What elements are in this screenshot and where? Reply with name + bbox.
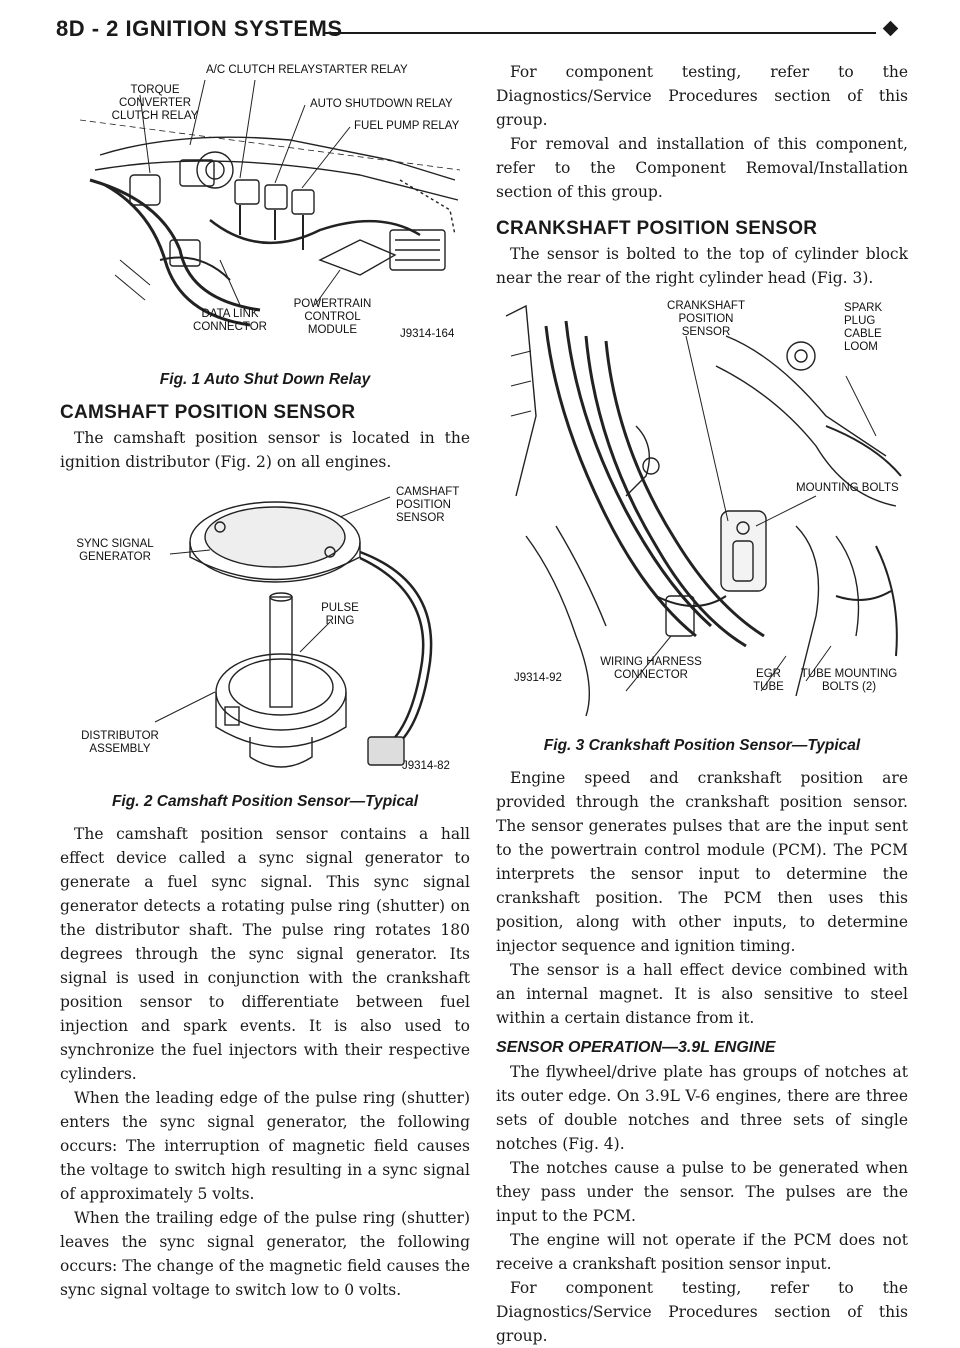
label-egr-tube: EGR TUBE [753, 668, 784, 693]
figure-3-caption: Fig. 3 Crankshaft Position Sensor—Typical [543, 737, 861, 754]
crankshaft-paragraph-1: The sensor is bolted to the top of cylinder block near the rear of the right cylinder head (Fig. 3). [496, 245, 908, 287]
label-torque-converter-relay: TORQUE CONVERTER CLUTCH RELAY [111, 84, 199, 122]
label-data-link-connector: DATA LINK CONNECTOR [193, 308, 267, 333]
camshaft-paragraph-2: The camshaft position sensor contains a hall effect device called a sync signal generator to generate a fuel sync signal. This sync signal generator detects a rotating pulse ring (shutter) on the distributor shaft. The pulse ring rotates 180 degrees through the sync signal generator. Its signal is used in conjunction with the crankshaft position sensor to differentiate between fuel injection and spark events. It is also used to synchronize the fuel injectors with their respective cylinders. [60, 825, 470, 1083]
label-pulse-ring: PULSE RING [321, 602, 359, 627]
operation-paragraph-4: For component testing, refer to the Diagnostics/Service Procedures section of this group. [496, 1279, 908, 1345]
figure-1 [60, 60, 470, 360]
header-rule [324, 32, 876, 34]
figure-id: J9314-82 [402, 760, 450, 772]
figure-2 [60, 482, 470, 782]
label-spark-plug-cable-loom: SPARK PLUG CABLE LOOM [844, 302, 883, 353]
camshaft-paragraph-4: When the trailing edge of the pulse ring (shutter) leaves the sync signal generator, the following occurs: The change of the magnetic field causes the sync signal voltage to switch low to 0 volts. [60, 1209, 470, 1299]
right-paragraph-1: For component testing, refer to the Diagnostics/Service Procedures section of this group. [496, 63, 908, 129]
page-header [56, 14, 900, 48]
label-camshaft-position-sensor: CAMSHAFT POSITION SENSOR [396, 486, 460, 524]
camshaft-paragraph-1: The camshaft position sensor is located in the ignition distributor (Fig. 2) on all engines. [60, 429, 470, 471]
crankshaft-paragraph-2: Engine speed and crankshaft position are provided through the crankshaft position sensor. The sensor generates pulses that are the input sent to the powertrain control module (PCM). The PCM interprets the sensor input to determine the crankshaft position. The PCM then uses this position, along with other inputs, to determine injector sequence and ignition timing. [496, 769, 908, 955]
label-fuel-pump-relay: FUEL PUMP RELAY [354, 120, 460, 132]
label-distributor-assembly: DISTRIBUTOR ASSEMBLY [81, 730, 159, 755]
figure-id: J9314-92 [514, 672, 562, 684]
figure-2-caption: Fig. 2 Camshaft Position Sensor—Typical [111, 793, 419, 810]
right-paragraph-2: For removal and installation of this component, refer to the Component Removal/Installation section of this group. [496, 135, 908, 201]
right-column [496, 60, 908, 1348]
figure-3 [496, 296, 908, 726]
crankshaft-paragraph-3: The sensor is a hall effect device combined with an internal magnet. It is also sensitive to steel within a certain distance from it. [496, 961, 908, 1027]
operation-paragraph-1: The flywheel/drive plate has groups of notches at its outer edge. On 3.9L V-6 engines, there are three sets of double notches and three sets of single notches (Fig. 4). [496, 1063, 908, 1153]
label-crankshaft-position-sensor: CRANKSHAFT POSITION SENSOR [667, 300, 745, 338]
label-starter-relay: STARTER RELAY [315, 64, 408, 76]
label-tube-mounting-bolts: TUBE MOUNTING BOLTS (2) [800, 668, 898, 693]
page-title: 8D - 2 IGNITION SYSTEMS [56, 16, 343, 41]
label-auto-shutdown-relay: AUTO SHUTDOWN RELAY [310, 98, 453, 110]
label-wiring-harness-connector: WIRING HARNESS CONNECTOR [600, 656, 702, 681]
label-sync-signal-generator: SYNC SIGNAL GENERATOR [76, 538, 154, 563]
diamond-icon [883, 21, 899, 37]
label-ac-clutch-relay: A/C CLUTCH RELAY [206, 64, 316, 76]
operation-paragraph-3: The engine will not operate if the PCM does not receive a crankshaft position sensor input. [496, 1231, 908, 1273]
label-mounting-bolts: MOUNTING BOLTS [796, 482, 899, 494]
sensor-operation-subheading: SENSOR OPERATION—3.9L ENGINE [496, 1039, 776, 1056]
camshaft-heading: CAMSHAFT POSITION SENSOR [60, 402, 356, 423]
operation-paragraph-2: The notches cause a pulse to be generated when they pass under the sensor. The pulses are the input to the PCM. [496, 1159, 908, 1225]
crankshaft-heading: CRANKSHAFT POSITION SENSOR [496, 218, 818, 239]
camshaft-paragraph-3: When the leading edge of the pulse ring (shutter) enters the sync signal generator, the following occurs: The interruption of magnetic field causes the voltage to switch high resulting in a sync signal of approximately 5 volts. [60, 1089, 470, 1203]
label-powertrain-control-module: POWERTRAIN CONTROL MODULE [293, 298, 372, 336]
figure-id: J9314-164 [400, 328, 455, 340]
figure-1-caption: Fig. 1 Auto Shut Down Relay [159, 371, 371, 388]
left-column [60, 60, 470, 1302]
